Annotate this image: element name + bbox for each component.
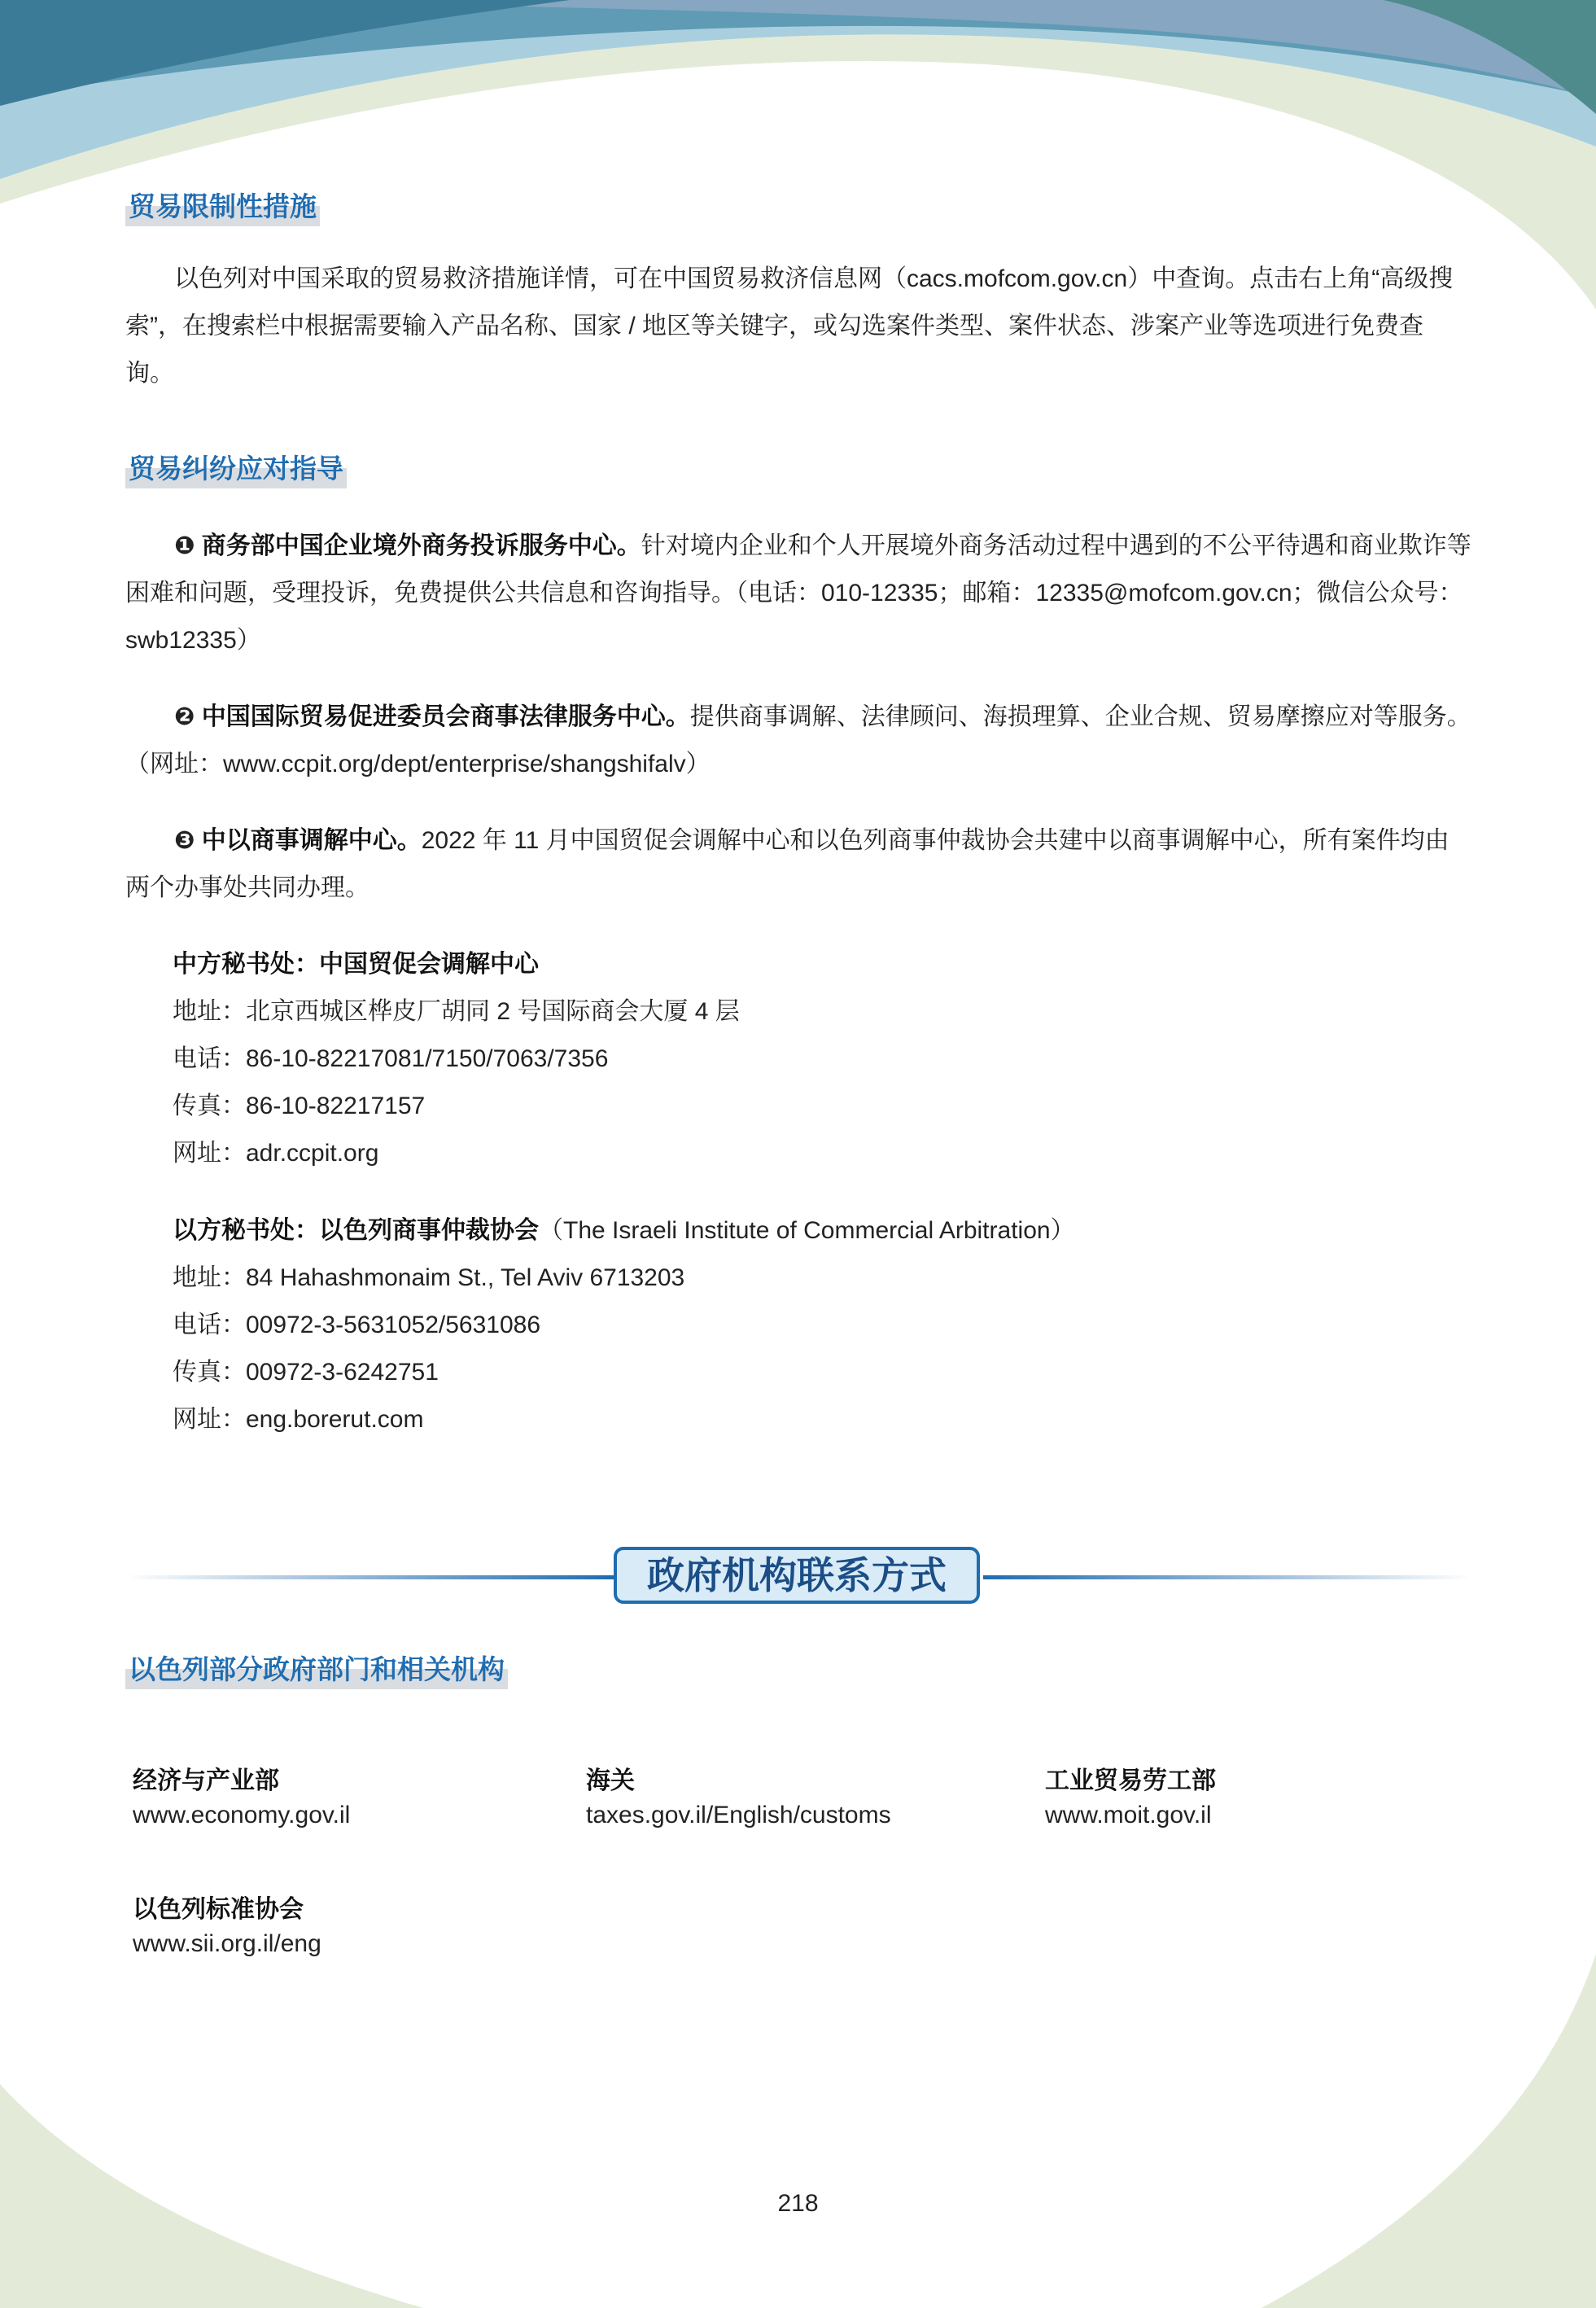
- item-title-3: 中以商事调解中心。: [201, 827, 422, 854]
- contact-name: 以色列标准协会: [133, 1896, 304, 1923]
- israel-office-phone: 电话：00972-3-5631052/5631086: [173, 1312, 541, 1338]
- contact-name: 经济与产业部: [133, 1767, 279, 1794]
- china-office-phone: 电话：86-10-82217081/7150/7063/7356: [173, 1045, 609, 1072]
- guidance-item-2: [125, 694, 1471, 788]
- section-heading-trade-restrictions: 贸易限制性措施: [125, 187, 320, 226]
- contact-url: www.sii.org.il/eng: [133, 1930, 321, 1957]
- guidance-item-3: [125, 817, 1471, 912]
- item-number-3: ❸: [174, 827, 195, 854]
- contact-economy: [133, 1764, 350, 1833]
- contact-customs: [586, 1764, 891, 1833]
- section-heading-israel-agencies: 以色列部分政府部门和相关机构: [125, 1650, 508, 1689]
- banner-title: 政府机构联系方式: [614, 1547, 980, 1604]
- item-number-2: ❷: [174, 703, 195, 730]
- israel-office-address: 地址：84 Hahashmonaim St., Tel Aviv 6713203: [173, 1264, 685, 1291]
- contact-name: 工业贸易劳工部: [1045, 1767, 1216, 1794]
- israel-office-title: 以方秘书处：以色列商事仲裁协会: [173, 1217, 539, 1244]
- contact-url: www.moit.gov.il: [1045, 1802, 1212, 1828]
- contact-moit: [1045, 1764, 1216, 1833]
- contact-url: taxes.gov.il/English/customs: [586, 1802, 891, 1828]
- china-office-title: 中方秘书处：中国贸促会调解中心: [173, 951, 539, 978]
- item-text-3: 2022 年 11 月中国贸促会调解中心和以色列商事仲裁协会共建中以商事调解中心，所有案件均由两个办事处共同办理。: [125, 827, 1450, 901]
- page-number: 218: [777, 2190, 819, 2217]
- china-office-address: 地址：北京西城区桦皮厂胡同 2 号国际商会大厦 4 层: [173, 998, 740, 1025]
- israel-office-title-en: （The Israeli Institute of Commercial Arbitration）: [539, 1217, 1075, 1244]
- banner-line-left: [125, 1575, 614, 1579]
- item-title-2: 中国国际贸易促进委员会商事法律服务中心。: [201, 703, 690, 730]
- banner-line-right: [983, 1575, 1471, 1579]
- israel-office-block: [173, 1207, 1393, 1443]
- trade-restrictions-paragraph: 以色列对中国采取的贸易救济措施详情，可在中国贸易救济信息网（cacs.mofcom.gov.cn）中查询。点击右上角“高级搜索”，在搜索栏中根据需要输入产品名称、国家 / 地区等关键字，或勾选案件类型、案件状态、涉案产业等选项进行免费查询。: [125, 265, 1454, 387]
- item-text-2: 提供商事调解、法律顾问、海损理算、企业合规、贸易摩擦应对等服务。（网址：www.ccpit.org/dept/enterprise/shangshifalv）: [125, 703, 1471, 777]
- contact-url: www.economy.gov.il: [133, 1802, 351, 1828]
- contact-name: 海关: [586, 1767, 635, 1794]
- israel-office-fax: 传真：00972-3-6242751: [173, 1359, 439, 1386]
- item-number-1: ❶: [174, 532, 195, 559]
- item-text-1: 针对境内企业和个人开展境外商务活动过程中遇到的不公平待遇和商业欺诈等困难和问题，受理投诉，免费提供公共信息和咨询指导。（电话：010-12335；邮箱：12335@mofcom.gov.cn；微信公众号：swb12335）: [125, 532, 1471, 654]
- guidance-item-1: [125, 523, 1471, 664]
- israel-office-web: 网址：eng.borerut.com: [173, 1406, 424, 1433]
- china-office-fax: 传真：86-10-82217157: [173, 1093, 426, 1119]
- israel-office-title-line: [173, 1207, 1393, 1255]
- china-office-web: 网址：adr.ccpit.org: [173, 1140, 379, 1167]
- china-office-block: [173, 941, 1393, 1177]
- item-title-1: 商务部中国企业境外商务投诉服务中心。: [201, 532, 641, 559]
- government-contacts-banner: [125, 1547, 1471, 1607]
- section-heading-dispute-guidance: 贸易纠纷应对指导: [125, 449, 347, 488]
- contact-standards: [133, 1893, 321, 1961]
